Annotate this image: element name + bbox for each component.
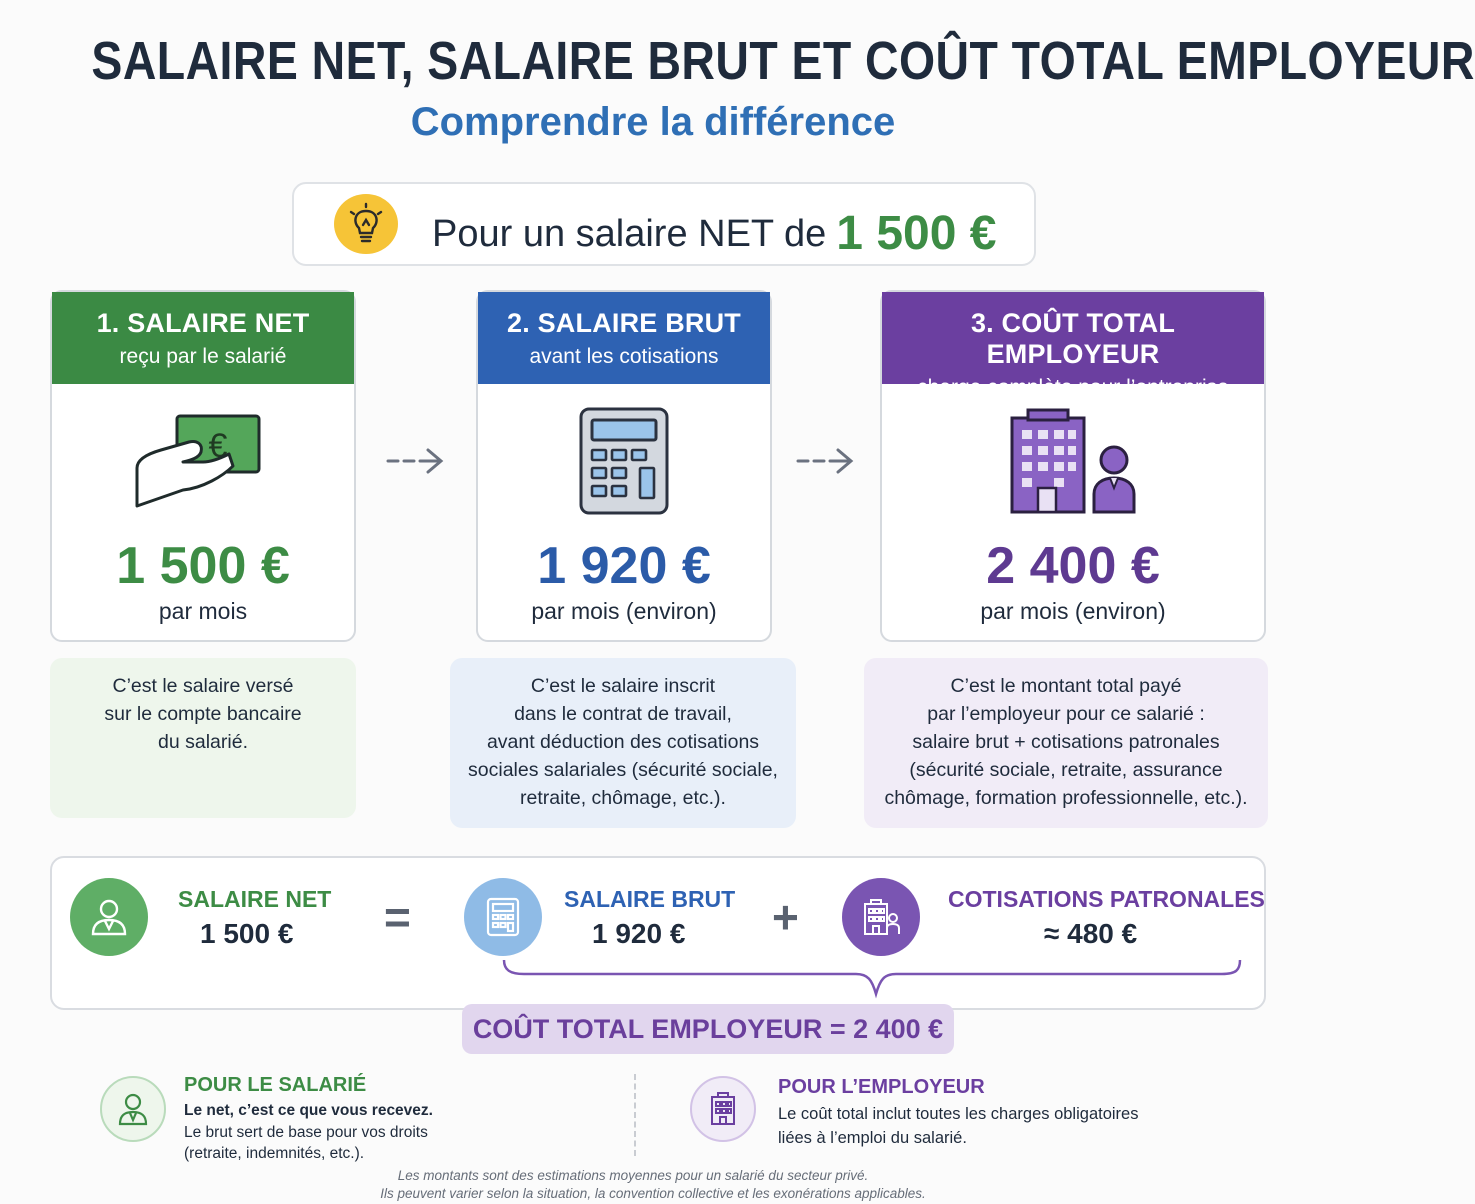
total-employer-cost: COÛT TOTAL EMPLOYEUR = 2 400 € (462, 1004, 954, 1054)
card-unit: par mois (158, 598, 248, 624)
lightbulb-icon (334, 194, 398, 254)
card-gross-salary (476, 290, 772, 642)
building-icon (690, 1076, 756, 1142)
card-unit: par mois (environ) (980, 598, 1166, 624)
description-line: dans le contrat de travail, (514, 703, 732, 725)
page-subtitle: Comprendre la différence (410, 100, 896, 144)
card-employer-cost (880, 290, 1266, 642)
card-unit: par mois (environ) (531, 598, 717, 624)
description-line: sur le compte bancaire (104, 703, 302, 725)
formula-gross-label: SALAIRE BRUT (564, 886, 736, 912)
formula-net-value: 1 500 € (200, 918, 294, 949)
formula-box (50, 856, 1266, 1010)
card-title: 1. SALAIRE NET (96, 308, 310, 338)
building-icon (842, 878, 920, 956)
card-net-salary (50, 290, 356, 642)
plus-sign: + (772, 891, 799, 943)
formula-gross-value: 1 920 € (592, 918, 686, 949)
card-amount: 1 500 € (116, 537, 290, 595)
description-line: C’est le salaire inscrit (530, 675, 716, 697)
card-title: 3. COÛT TOTAL EMPLOYEUR (970, 308, 1176, 369)
description-line: salaire brut + cotisations patronales (912, 731, 1220, 753)
description-line: chômage, formation professionnelle, etc.). (884, 787, 1248, 809)
calculator-icon (464, 878, 542, 956)
svg-text:€: € (208, 427, 228, 465)
footnote-line: Ils peuvent varier selon la situation, la convention collective et les exonérations applicables. (380, 1186, 926, 1201)
description-net (50, 658, 356, 818)
banner-text: Pour un salaire NET de (432, 213, 827, 255)
card-subtitle: charge complète pour l’entreprise (917, 376, 1229, 399)
description-line: retraite, chômage, etc.). (520, 787, 726, 809)
card-amount: 1 920 € (537, 537, 711, 595)
card-header (882, 292, 1264, 399)
hand-money-icon (52, 402, 354, 522)
footnote-line: Les montants sont des estimations moyennes pour un salarié du secteur privé. (397, 1168, 869, 1183)
formula-employer-contrib-label: COTISATIONS PATRONALES (948, 886, 1265, 912)
formula-employer-contrib-value: ≈ 480 € (1044, 918, 1138, 949)
equals-sign: = (384, 891, 411, 943)
description-line: du salarié. (158, 731, 248, 753)
formula-net-label: SALAIRE NET (178, 886, 332, 912)
description-line: C’est le montant total payé (950, 675, 1182, 697)
calculator-icon (478, 406, 770, 526)
employer-note-line: Le coût total inclut toutes les charges obligatoires (778, 1105, 1139, 1123)
description-line: sociales salariales (sécurité sociale, (468, 759, 778, 781)
divider (634, 1074, 636, 1156)
employer-note-line: liées à l’emploi du salarié. (778, 1129, 967, 1147)
page-title: SALAIRE NET, SALAIRE BRUT ET COÛT TOTAL EMPLOYEUR (91, 31, 1475, 91)
employee-note-line: Le net, c’est ce que vous recevez. (184, 1102, 433, 1119)
card-title: 2. SALAIRE BRUT (506, 308, 742, 338)
net-salary-banner (292, 182, 1036, 266)
employee-note-line: (retraite, indemnités, etc.). (184, 1145, 365, 1162)
arrow-right-icon (384, 444, 446, 478)
description-line: C’est le salaire versé (112, 675, 294, 697)
employer-note-title: POUR L’EMPLOYEUR (778, 1076, 985, 1098)
card-header (52, 292, 354, 384)
employee-note-line: Le brut sert de base pour vos droits (184, 1124, 428, 1141)
employee-note-title: POUR LE SALARIÉ (184, 1074, 367, 1096)
description-line: avant déduction des cotisations (486, 731, 760, 753)
card-subtitle: avant les cotisations (529, 345, 719, 368)
brace-connector (500, 956, 1244, 1000)
banner-amount: 1 500 € (836, 207, 997, 260)
card-subtitle: reçu par le salarié (119, 345, 287, 368)
employee-icon (100, 1076, 166, 1142)
card-amount: 2 400 € (986, 537, 1160, 595)
description-line: par l’employeur pour ce salarié : (927, 703, 1205, 725)
building-person-icon (882, 408, 1264, 528)
card-header (478, 292, 770, 384)
description-line: (sécurité sociale, retraite, assurance (909, 759, 1223, 781)
person-icon (70, 878, 148, 956)
arrow-right-icon (794, 444, 856, 478)
description-gross (450, 658, 796, 828)
description-employer (864, 658, 1268, 828)
